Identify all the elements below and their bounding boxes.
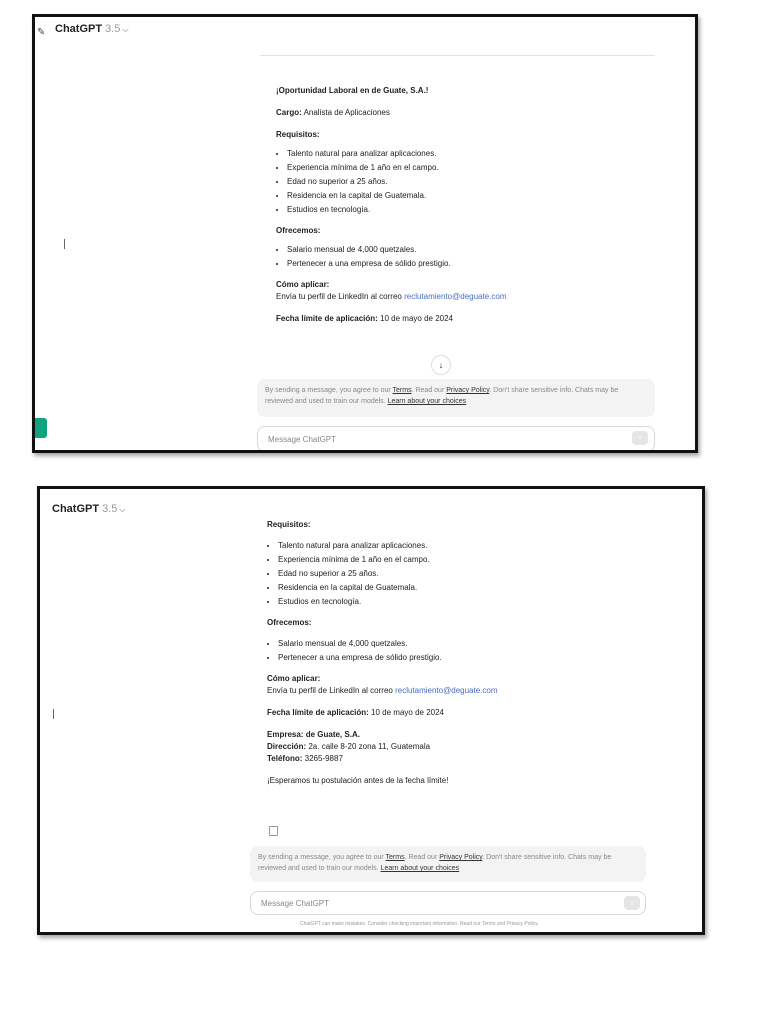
fecha-limite: Fecha límite de aplicación: 10 de mayo de 2024 <box>267 708 444 717</box>
learn-choices-link[interactable]: Learn about your choices <box>387 398 467 405</box>
text-cursor <box>64 239 65 249</box>
direccion: Dirección: 2a. calle 8-20 zona 11, Guatemala <box>267 742 431 751</box>
copy-icon[interactable] <box>269 826 278 836</box>
list-item: • Residencia en la capital de Guatemala. <box>278 581 657 595</box>
requisitos-heading: Requisitos: <box>267 520 311 529</box>
screenshot-bottom <box>37 486 705 935</box>
ofrecemos-list <box>267 637 657 665</box>
requisitos-list <box>267 539 657 609</box>
closing-text: ¡Esperamos tu postulación antes de la fecha límite! <box>267 776 449 785</box>
list-item: • Talento natural para analizar aplicaciones. <box>278 539 657 553</box>
ofrecemos-list <box>276 243 656 271</box>
list-item: • Edad no superior a 25 años. <box>287 175 656 189</box>
job-cargo: Cargo: Analista de Aplicaciones <box>276 108 390 117</box>
app-name: ChatGPT <box>55 23 103 35</box>
scroll-down-arrow-icon[interactable]: ↓ <box>431 355 451 375</box>
email-link[interactable]: reclutamiento@deguate.com <box>395 686 498 695</box>
send-button[interactable] <box>624 896 640 910</box>
disclaimer-footer: ChatGPT can make mistakes. Consider checking important information. Read our Terms and Privacy Policy. <box>300 921 539 927</box>
list-item: • Salario mensual de 4,000 quetzales. <box>287 243 656 257</box>
arrow-up-icon: ↑ <box>629 898 635 908</box>
privacy-policy-link[interactable]: Privacy Policy <box>446 387 490 394</box>
list-item: • Talento natural para analizar aplicaciones. <box>287 147 656 161</box>
assistant-message <box>267 519 657 787</box>
list-item: • Salario mensual de 4,000 quetzales. <box>278 637 657 651</box>
screenshot-top <box>32 14 698 453</box>
sidebar-toggle-button[interactable] <box>35 418 47 438</box>
terms-link[interactable]: Terms <box>385 854 405 861</box>
learn-choices-link[interactable]: Learn about your choices <box>380 865 460 872</box>
new-chat-icon[interactable]: ✎ <box>37 27 46 38</box>
terms-notice: By sending a message, you agree to our Terms. Read our Privacy Policy. Don't share sensitive info. Chats may be reviewed and used to train our models. Learn about your choices <box>257 379 655 417</box>
list-item: • Residencia en la capital de Guatemala. <box>287 189 656 203</box>
empresa: Empresa: de Guate, S.A. <box>267 730 360 739</box>
job-title: ¡Oportunidad Laboral en de Guate, S.A.! <box>276 86 429 95</box>
arrow-up-icon: ↑ <box>637 433 643 443</box>
privacy-policy-link[interactable]: Privacy Policy <box>439 854 483 861</box>
text-cursor <box>53 709 54 719</box>
message-input[interactable] <box>257 426 655 452</box>
message-placeholder: Message ChatGPT <box>261 898 330 908</box>
ofrecemos-heading: Ofrecemos: <box>267 618 312 627</box>
ofrecemos-heading: Ofrecemos: <box>276 226 321 235</box>
email-link[interactable]: reclutamiento@deguate.com <box>404 292 507 301</box>
chevron-down-icon: ⌵ <box>119 505 126 514</box>
list-item: • Edad no superior a 25 años. <box>278 567 657 581</box>
como-text: Envía tu perfil de LinkedIn al correo reclutamiento@deguate.com <box>267 686 498 695</box>
list-item: • Pertenecer a una empresa de sólido prestigio. <box>278 651 657 665</box>
list-item: • Estudios en tecnología. <box>287 203 656 217</box>
list-item: • Pertenecer a una empresa de sólido prestigio. <box>287 257 656 271</box>
fecha-limite: Fecha límite de aplicación: 10 de mayo de 2024 <box>276 314 453 323</box>
message-placeholder: Message ChatGPT <box>268 434 337 444</box>
terms-link[interactable]: Terms <box>392 387 412 394</box>
divider <box>260 55 655 56</box>
como-heading: Cómo aplicar: <box>276 280 330 289</box>
como-heading: Cómo aplicar: <box>267 674 321 683</box>
message-input[interactable] <box>250 891 646 915</box>
assistant-message <box>276 85 656 325</box>
requisitos-heading: Requisitos: <box>276 130 320 139</box>
chevron-down-icon: ⌵ <box>122 25 129 34</box>
send-button[interactable] <box>632 431 648 445</box>
model-version: 3.5 <box>105 23 121 35</box>
model-version: 3.5 <box>102 503 118 515</box>
app-name: ChatGPT <box>52 503 100 515</box>
model-selector[interactable] <box>55 23 128 35</box>
list-item: • Experiencia mínima de 1 año en el campo. <box>287 161 656 175</box>
como-text: Envía tu perfil de LinkedIn al correo reclutamiento@deguate.com <box>276 292 507 301</box>
list-item: • Estudios en tecnología. <box>278 595 657 609</box>
telefono: Teléfono: 3265-9887 <box>267 754 343 763</box>
list-item: • Experiencia mínima de 1 año en el campo. <box>278 553 657 567</box>
terms-notice: By sending a message, you agree to our Terms. Read our Privacy Policy. Don't share sensitive info. Chats may be reviewed and used to train our models. Learn about your choices <box>250 846 646 882</box>
requisitos-list <box>276 147 656 217</box>
model-selector[interactable] <box>52 503 125 515</box>
